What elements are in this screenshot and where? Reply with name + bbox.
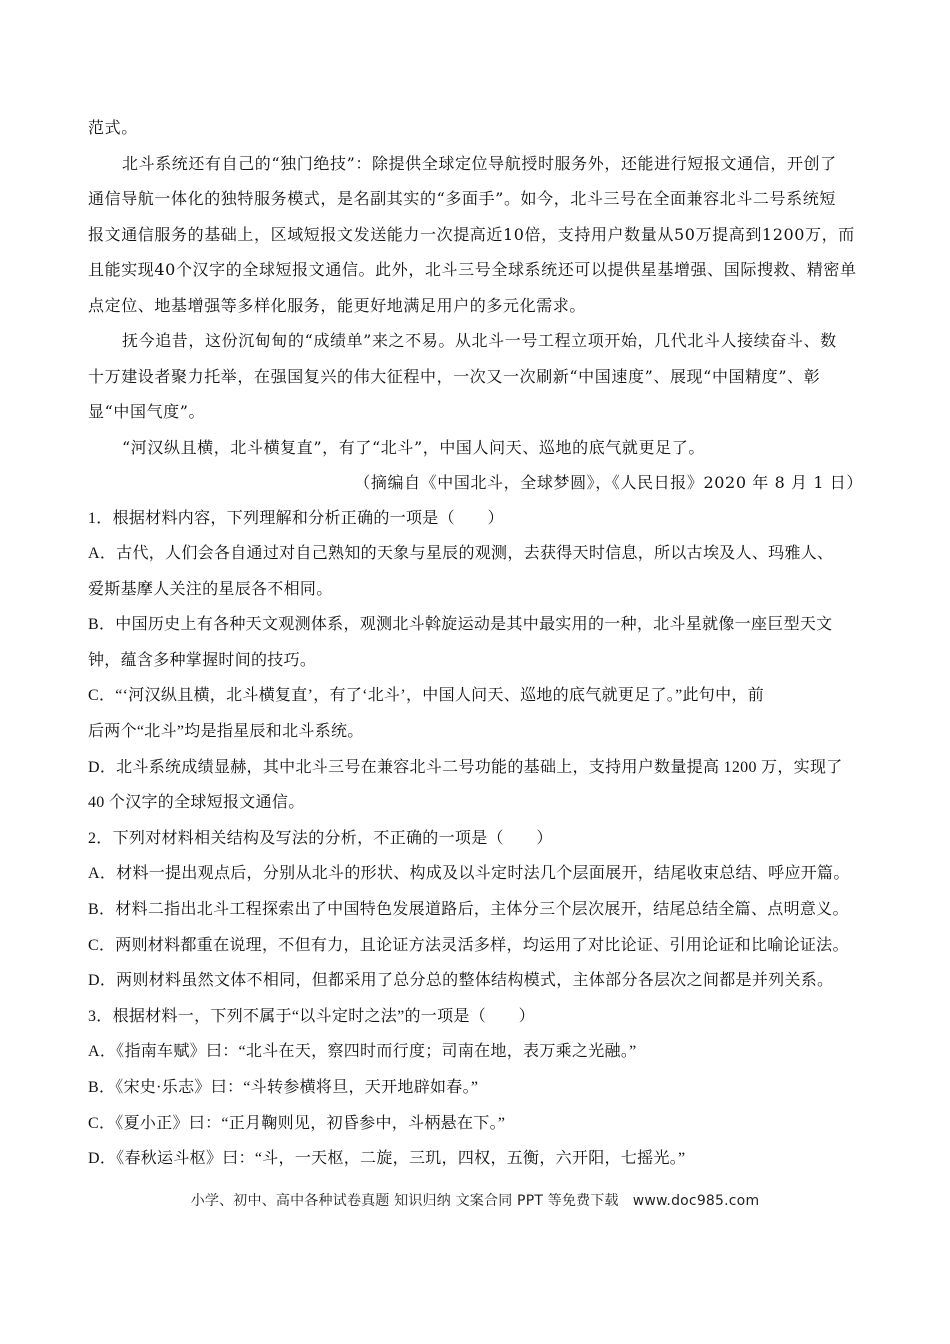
question-1-option-c: 后两个“北斗”均是指星辰和北斗系统。 <box>88 723 364 741</box>
passage-line: 抚今追昔，这份沉甸甸的“成绩单”来之不易。从北斗一号工程立项开始，几代北斗人接续奋斗、数 <box>122 331 837 350</box>
source-citation: （摘编自《中国北斗，全球梦圆》，《人民日报》2020 年 8 月 1 日） <box>354 473 863 492</box>
question-1-stem: 1．根据材料内容，下列理解和分析正确的一项是（ ） <box>88 509 504 527</box>
question-3-option-b: B．《宋史·乐志》曰：“斗转参横将旦，天开地辟如春。” <box>88 1079 479 1096</box>
question-1-option-b: B．中国历史上有各种天文观测体系，观测北斗斡旋运动是其中最实用的一种，北斗星就像一座巨型天文 <box>88 616 833 634</box>
question-3-option-d: D．《春秋运斗枢》曰：“斗，一天枢，二旋，三玑，四权，五衡，六开阳，七摇光。” <box>88 1150 686 1168</box>
question-1-option-d: D．北斗系统成绩显赫，其中北斗三号在兼容北斗二号功能的基础上，支持用户数量提高 1200 万，实现了 <box>88 758 843 776</box>
question-2-option-c: C．两则材料都重在说理，不但有力，且论证方法灵活多样，均运用了对比论证、引用论证和比喻论证法。 <box>88 936 849 954</box>
question-2-option-d: D．两则材料虽然文体不相同，但都采用了总分总的整体结构模式，主体部分各层次之间都是并列关系。 <box>88 972 834 990</box>
question-1-option-d: 40 个汉字的全球短报文通信。 <box>88 794 305 812</box>
passage-line: 点定位、地基增强等多样化服务，能更好地满足用户的多元化需求。 <box>88 295 587 315</box>
footer-site-link[interactable]: www.doc985.com <box>632 1193 760 1209</box>
passage-line: 范式。 <box>88 118 138 137</box>
question-3-option-c: C．《夏小正》曰：“正月鞠则见，初昏参中，斗柄悬在下。” <box>88 1114 506 1132</box>
passage-line: 北斗系统还有自己的“独门绝技”：除提供全球定位导航授时服务外，还能进行短报文通信，开创了 <box>122 153 837 173</box>
question-1-option-a: 爱斯基摩人关注的星辰各不相同。 <box>88 580 333 598</box>
question-1-option-c: C．“‘河汉纵且横，北斗横复直’，有了‘北斗’，中国人问天、巡地的底气就更足了。”此句中，前 <box>88 687 764 705</box>
question-1-option-b: 钟，蕴含多种掌握时间的技巧。 <box>88 651 317 669</box>
question-3-option-a: A．《指南车赋》曰：“北斗在天，察四时而行度；司南在地，表万乘之光融。” <box>88 1043 637 1061</box>
passage-line: 显“中国气度”。 <box>88 402 206 421</box>
footer-text: 小学、初中、高中各种试卷真题 知识归纳 文案合同 PPT 等免费下载 <box>190 1193 619 1209</box>
question-2-option-a: A．材料一提出观点后，分别从北斗的形状、构成及以斗定时法几个层面展开，结尾收束总结、呼应开篇。 <box>88 865 850 883</box>
document-body <box>88 110 863 1177</box>
question-2-option-b: B．材料二指出北斗工程探索出了中国特色发展道路后，主体分三个层次展开，结尾总结全篇、点明意义。 <box>88 901 849 919</box>
question-3-stem: 3．根据材料一，下列不属于“以斗定时之法”的一项是（ ） <box>88 1007 535 1025</box>
page-footer <box>0 1190 950 1210</box>
passage-line: 报文通信服务的基础上，区域短报文发送能力一次提高近10倍，支持用户数量从50万提高到1200万，而 <box>88 224 855 244</box>
passage-line: “河汉纵且横，北斗横复直”，有了“北斗”，中国人问天、巡地的底气就更足了。 <box>122 437 705 457</box>
passage-line: 且能实现40个汉字的全球短报文通信。此外，北斗三号全球系统还可以提供星基增强、国际搜救、精密单 <box>88 260 857 279</box>
question-1-option-a: A．古代，人们会各自通过对自己熟知的天象与星辰的观测，去获得天时信息，所以古埃及人、玛雅人、 <box>88 545 834 563</box>
question-2-stem: 2．下列对材料相关结构及写法的分析，不正确的一项是（ ） <box>88 829 553 847</box>
passage-line: 通信导航一体化的独特服务模式，是名副其实的“多面手”。如今，北斗三号在全面兼容北斗二号系统短 <box>88 189 836 208</box>
passage-line: 十万建设者聚力托举，在强国复兴的伟大征程中，一次又一次刷新“中国速度”、展现“中国精度”、彰 <box>88 366 821 386</box>
